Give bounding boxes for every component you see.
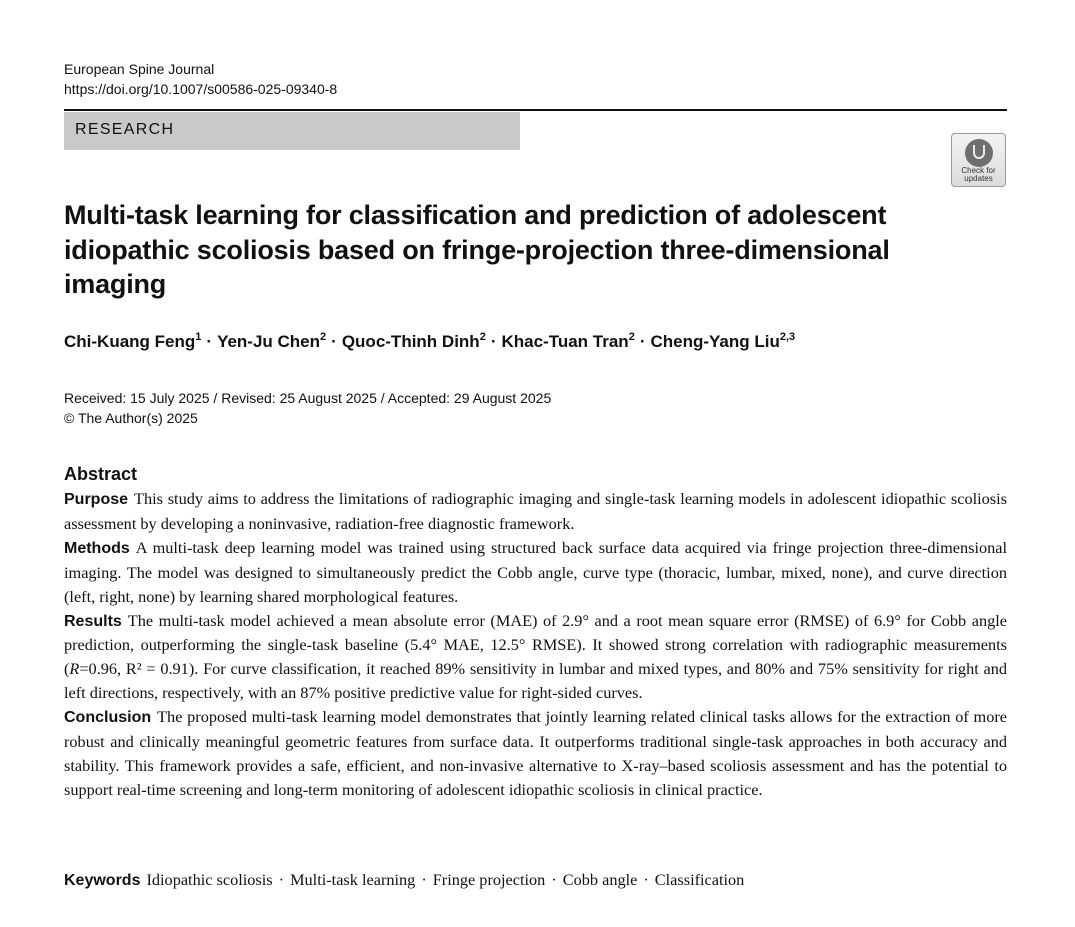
author-affiliation: 2,3 <box>779 331 796 343</box>
author-affiliation: 1 <box>195 331 202 343</box>
section-label: Conclusion <box>64 709 152 727</box>
author-name[interactable]: Yen-Ju Chen <box>217 332 321 351</box>
article-dates <box>64 389 551 428</box>
section-text: A multi-task deep learning model was trained using structured back surface data acquired via fringe projection three-dimensional imaging. The model was designed to simultaneously predict the Cobb angle, curve type (thoracic, lumbar, mixed, none), and curve direction (left, right, none) by learning shared morphological features. <box>64 537 1007 606</box>
header-rule <box>64 109 1007 111</box>
keywords <box>64 868 744 893</box>
section-label: Results <box>64 612 122 630</box>
section-banner <box>64 112 520 150</box>
section-label: RESEARCH <box>75 121 175 138</box>
check-for-updates-button[interactable] <box>951 133 1006 187</box>
author-separator: · <box>490 332 497 351</box>
keyword[interactable]: Cobb angle <box>562 870 638 889</box>
keyword-separator: · <box>551 870 557 889</box>
author-name[interactable]: Chi-Kuang Feng <box>64 332 196 351</box>
check-updates-label: Check for updates <box>961 166 996 183</box>
keyword[interactable]: Multi-task learning <box>290 870 416 889</box>
keyword[interactable]: Idiopathic scoliosis <box>146 870 273 889</box>
author-name[interactable]: Quoc-Thinh Dinh <box>341 332 480 351</box>
section-label: Purpose <box>64 491 129 508</box>
history-dates: Received: 15 July 2025 / Revised: 25 August 2025 / Accepted: 29 August 2025 <box>64 390 552 406</box>
author-name[interactable]: Khac-Tuan Tran <box>501 332 629 351</box>
article-title: Multi-task learning for classification and prediction of adolescent idiopathic scoliosis based on fringe-projection three-dimensional imaging <box>64 200 890 299</box>
abstract-purpose <box>64 487 1007 536</box>
keywords-label: Keywords <box>64 872 141 889</box>
bookmark-icon <box>965 139 993 167</box>
section-text: =0.96, R² = 0.91). For curve classification, it reached 89% sensitivity in lumbar and mixed types, and 80% and 75% sensitivity for right and left directions, respectively, with an 87% positive predictive value for right-sided curves. <box>64 659 1007 703</box>
author-affiliation: 2 <box>320 331 327 343</box>
abstract-results <box>64 609 1007 706</box>
section-text: The multi-task model achieved a mean absolute error (MAE) of 2.9° and a root mean square error (RMSE) of 6.9° for Cobb angle prediction, outperforming the single-task baseline (5.4° MAE, 12.5° RMSE). It showed strong correlation with radiographic measurements ( <box>64 610 1007 679</box>
keyword[interactable]: Classification <box>654 870 745 889</box>
copyright: © The Author(s) 2025 <box>64 409 198 426</box>
section-text: The proposed multi-task learning model demonstrates that jointly learning related clinical tasks allows for the extraction of more robust and clinically meaningful geometric features from surface data. It outperforms traditional single-task approaches in both accuracy and stability. This framework provides a safe, efficient, and non-invasive alternative to X-ray–based scoliosis assessment and has the potential to support real-time screening and long-term monitoring of adolescent idiopathic scoliosis in clinical practice. <box>64 707 1007 799</box>
author-separator: · <box>639 332 646 351</box>
author-affiliation: 2 <box>479 331 486 343</box>
keyword-separator: · <box>643 870 649 889</box>
abstract-heading: Abstract <box>64 464 138 484</box>
author-name[interactable]: Cheng-Yang Liu <box>650 332 780 351</box>
author-affiliation: 2 <box>628 331 635 343</box>
section-label: Methods <box>64 539 130 557</box>
r-symbol: R <box>69 659 80 679</box>
author-separator: · <box>331 332 337 351</box>
abstract-body <box>64 487 1007 802</box>
keyword-separator: · <box>278 870 285 889</box>
author-list <box>64 330 795 354</box>
journal-name: European Spine Journal <box>64 61 215 77</box>
doi-link[interactable]: https://doi.org/10.1007/s00586-025-09340-8 <box>64 81 338 97</box>
keyword-separator: · <box>421 870 427 889</box>
author-separator: · <box>206 332 213 351</box>
abstract-conclusion <box>64 705 1007 802</box>
section-text: This study aims to address the limitations of radiographic imaging and single-task learning models in adolescent idiopathic scoliosis assessment by developing a noninvasive, radiation-free diagnostic framework. <box>64 489 1007 533</box>
journal-info <box>64 59 337 99</box>
keyword[interactable]: Fringe projection <box>432 870 546 889</box>
abstract-methods <box>64 536 1007 609</box>
